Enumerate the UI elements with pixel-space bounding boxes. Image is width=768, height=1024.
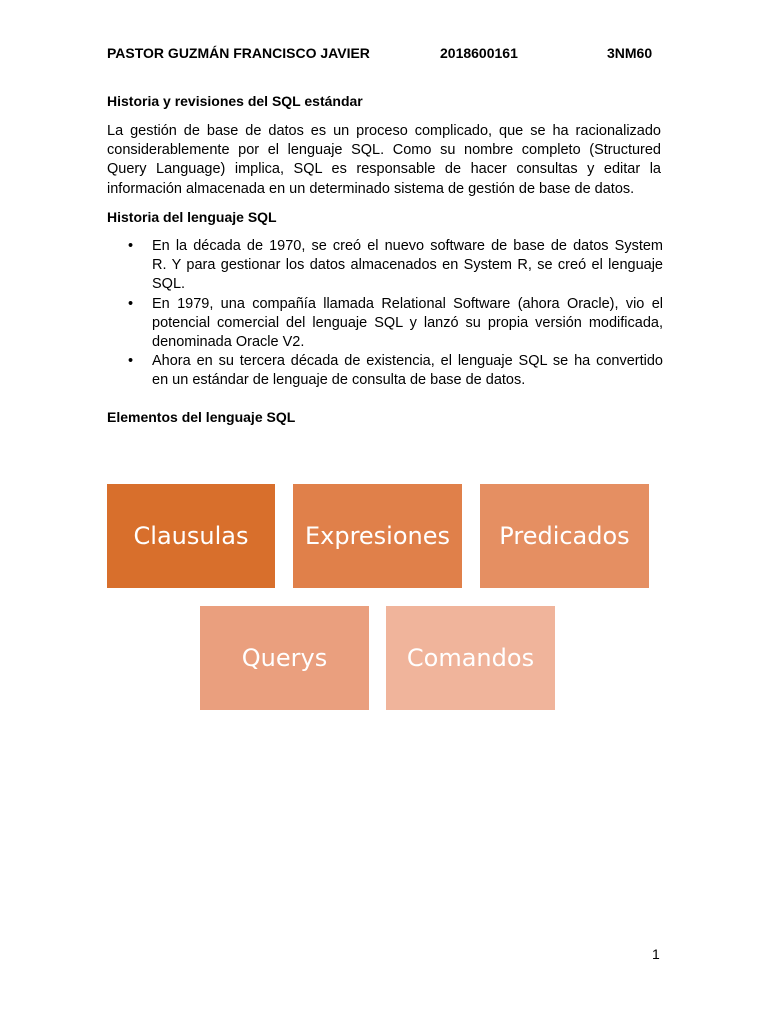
diagram-box-expresiones: Expresiones <box>293 484 462 588</box>
paragraph-line: Query Language) implica, SQL es responsable de hacer consultas y editar la <box>107 161 661 178</box>
list-item <box>107 237 663 295</box>
paragraph-line: La gestión de base de datos es un proceso complicado, que se ha racionalizado <box>107 123 661 139</box>
section-title-historia-revisiones: Historia y revisiones del SQL estándar <box>107 93 363 109</box>
history-bullet-list <box>107 237 663 391</box>
list-item <box>107 295 663 353</box>
author-name: PASTOR GUZMÁN FRANCISCO JAVIER <box>107 45 370 61</box>
bullet-line: denominada Oracle V2. <box>152 333 305 350</box>
list-item <box>107 352 663 390</box>
bullet-line: R. Y para gestionar los datos almacenados en System R, se creó el lenguaje <box>152 257 663 274</box>
bullet-icon: • <box>128 353 134 370</box>
page-number: 1 <box>652 946 660 962</box>
bullet-icon: • <box>128 295 134 312</box>
paragraph-line: información almacenada en un determinado sistema de gestión de base de datos. <box>107 180 635 197</box>
section-title-elementos: Elementos del lenguaje SQL <box>107 409 296 425</box>
bullet-line: Ahora en su tercera década de existencia, el lenguaje SQL se ha convertido <box>152 353 663 370</box>
bullet-icon: • <box>128 238 134 254</box>
bullet-line: SQL. <box>152 276 186 293</box>
diagram-box-querys: Querys <box>200 606 369 710</box>
section-title-historia-lenguaje: Historia del lenguaje SQL <box>107 209 277 225</box>
paragraph-line: considerablemente por el lenguaje SQL. Como su nombre completo (Structured <box>107 142 661 159</box>
student-id: 2018600161 <box>440 45 518 61</box>
bullet-line: potencial comercial del lenguaje SQL y lanzó su propia versión modificada, <box>152 314 663 331</box>
bullet-line: En 1979, una compañía llamada Relational Software (ahora Oracle), vio el <box>152 295 663 312</box>
bullet-line: en un estándar de lenguaje de consulta de base de datos. <box>152 372 526 389</box>
group-code: 3NM60 <box>607 45 653 61</box>
diagram-box-predicados: Predicados <box>480 484 649 588</box>
intro-paragraph <box>107 122 661 199</box>
diagram-box-clausulas: Clausulas <box>107 484 275 588</box>
diagram-box-comandos: Comandos <box>386 606 555 710</box>
document-header <box>107 45 667 63</box>
bullet-line: En la década de 1970, se creó el nuevo software de base de datos System <box>152 238 663 254</box>
